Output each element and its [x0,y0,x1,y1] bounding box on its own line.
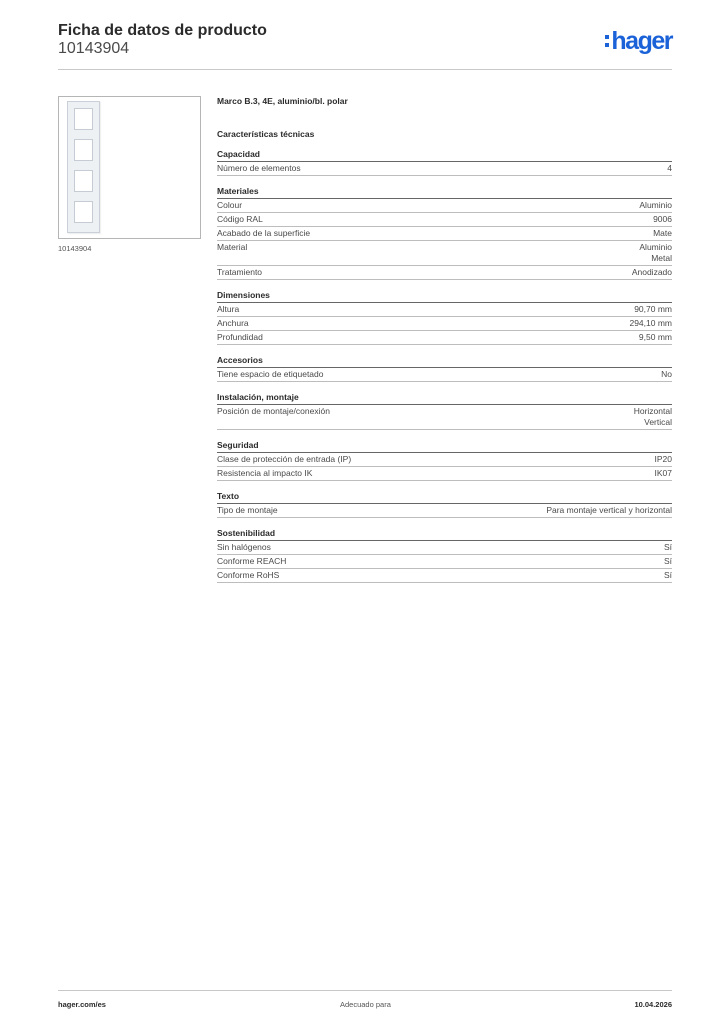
footer-website: hager.com/es [58,1000,106,1009]
spec-value-line: 4 [667,163,672,173]
spec-value-line: Aluminio [639,242,672,252]
spec-value-line: No [661,369,672,379]
spec-row [217,162,672,176]
spec-value [664,570,672,581]
document-title: Ficha de datos de producto [58,22,267,39]
page-header [58,22,672,70]
spec-row [217,555,672,569]
product-details [217,96,672,593]
product-name: Marco B.3, 4E, aluminio/bl. polar [217,96,348,106]
spec-value [655,454,673,465]
spec-label: Sin halógenos [217,542,271,552]
logo-text: hager [611,26,672,55]
spec-label: Tipo de montaje [217,505,278,515]
spec-value [664,556,672,567]
frame-slot [74,139,93,161]
spec-row [217,317,672,331]
spec-row [217,368,672,382]
hager-logo [605,27,672,55]
spec-value-line: Anodizado [631,267,672,277]
spec-section [217,149,672,176]
frame-slot [74,108,93,130]
spec-label: Posición de montaje/conexión [217,406,330,416]
spec-row [217,569,672,583]
spec-value [634,406,672,428]
spec-label: Tratamiento [217,267,263,277]
spec-label: Número de elementos [217,163,301,173]
section-title: Instalación, montaje [217,392,672,405]
product-image [58,96,201,239]
spec-section [217,186,672,280]
spec-section [217,355,672,382]
frame-slot [74,170,93,192]
spec-value-line: 294,10 mm [629,318,672,328]
spec-value [634,304,672,315]
spec-row [217,241,672,266]
spec-value [664,542,672,553]
spec-value-line: Metal [651,253,672,263]
spec-section [217,528,672,583]
spec-value [546,505,672,516]
spec-value-line: Vertical [644,417,672,427]
spec-row [217,213,672,227]
spec-label: Acabado de la superficie [217,228,311,238]
spec-value-line: 9,50 mm [638,332,672,342]
spec-section [217,440,672,481]
spec-value [629,318,672,329]
frame-slot [74,201,93,223]
spec-value-line: 90,70 mm [634,304,672,314]
spec-label: Altura [217,304,240,314]
spec-row [217,199,672,213]
spec-label: Conforme RoHS [217,570,280,580]
spec-value-line: Sí [663,542,672,552]
spec-row [217,303,672,317]
technical-characteristics-heading: Características técnicas [217,129,315,139]
spec-label: Tiene espacio de etiquetado [217,369,324,379]
spec-label: Colour [217,200,243,210]
spec-label: Anchura [217,318,249,328]
spec-row [217,453,672,467]
spec-row [217,266,672,280]
spec-value [653,214,672,225]
spec-value-line: Para montaje vertical y horizontal [546,505,672,515]
spec-value-line: IK07 [654,468,672,478]
section-title: Seguridad [217,440,672,453]
logo-dots-icon [605,35,609,47]
spec-section [217,392,672,430]
spec-label: Profundidad [217,332,263,342]
spec-section [217,290,672,345]
spec-row [217,541,672,555]
spec-section [217,491,672,518]
spec-value [655,468,673,479]
spec-value [639,242,672,264]
spec-value-line: Sí [663,570,672,580]
section-title: Accesorios [217,355,672,368]
spec-value [653,228,672,239]
spec-row [217,405,672,430]
spec-label: Código RAL [217,214,263,224]
spec-value-line: Sí [663,556,672,566]
spec-label: Resistencia al impacto IK [217,468,313,478]
spec-sections [217,149,672,583]
frame-plate [67,101,100,233]
spec-value [661,369,672,380]
section-title: Sostenibilidad [217,528,672,541]
document-number: 10143904 [58,40,130,57]
spec-value [632,267,672,278]
section-title: Capacidad [217,149,672,162]
spec-value-line: Horizontal [633,406,672,416]
spec-value-line: Aluminio [639,200,672,210]
footer-date: 10.04.2026 [634,1000,672,1009]
section-title: Dimensiones [217,290,672,303]
spec-value [667,163,672,174]
footer-note: Adecuado para [340,1000,391,1009]
spec-row [217,504,672,518]
spec-row [217,331,672,345]
image-caption: 10143904 [58,244,92,253]
spec-value [639,200,672,211]
spec-row [217,467,672,481]
spec-value-line: Mate [653,228,672,238]
spec-label: Material [217,242,248,252]
spec-row [217,227,672,241]
spec-value [639,332,672,343]
section-title: Materiales [217,186,672,199]
spec-label: Clase de protección de entrada (IP) [217,454,352,464]
page-footer [58,990,672,1012]
section-title: Texto [217,491,672,504]
spec-label: Conforme REACH [217,556,287,566]
spec-value-line: IP20 [654,454,672,464]
spec-value-line: 9006 [653,214,672,224]
